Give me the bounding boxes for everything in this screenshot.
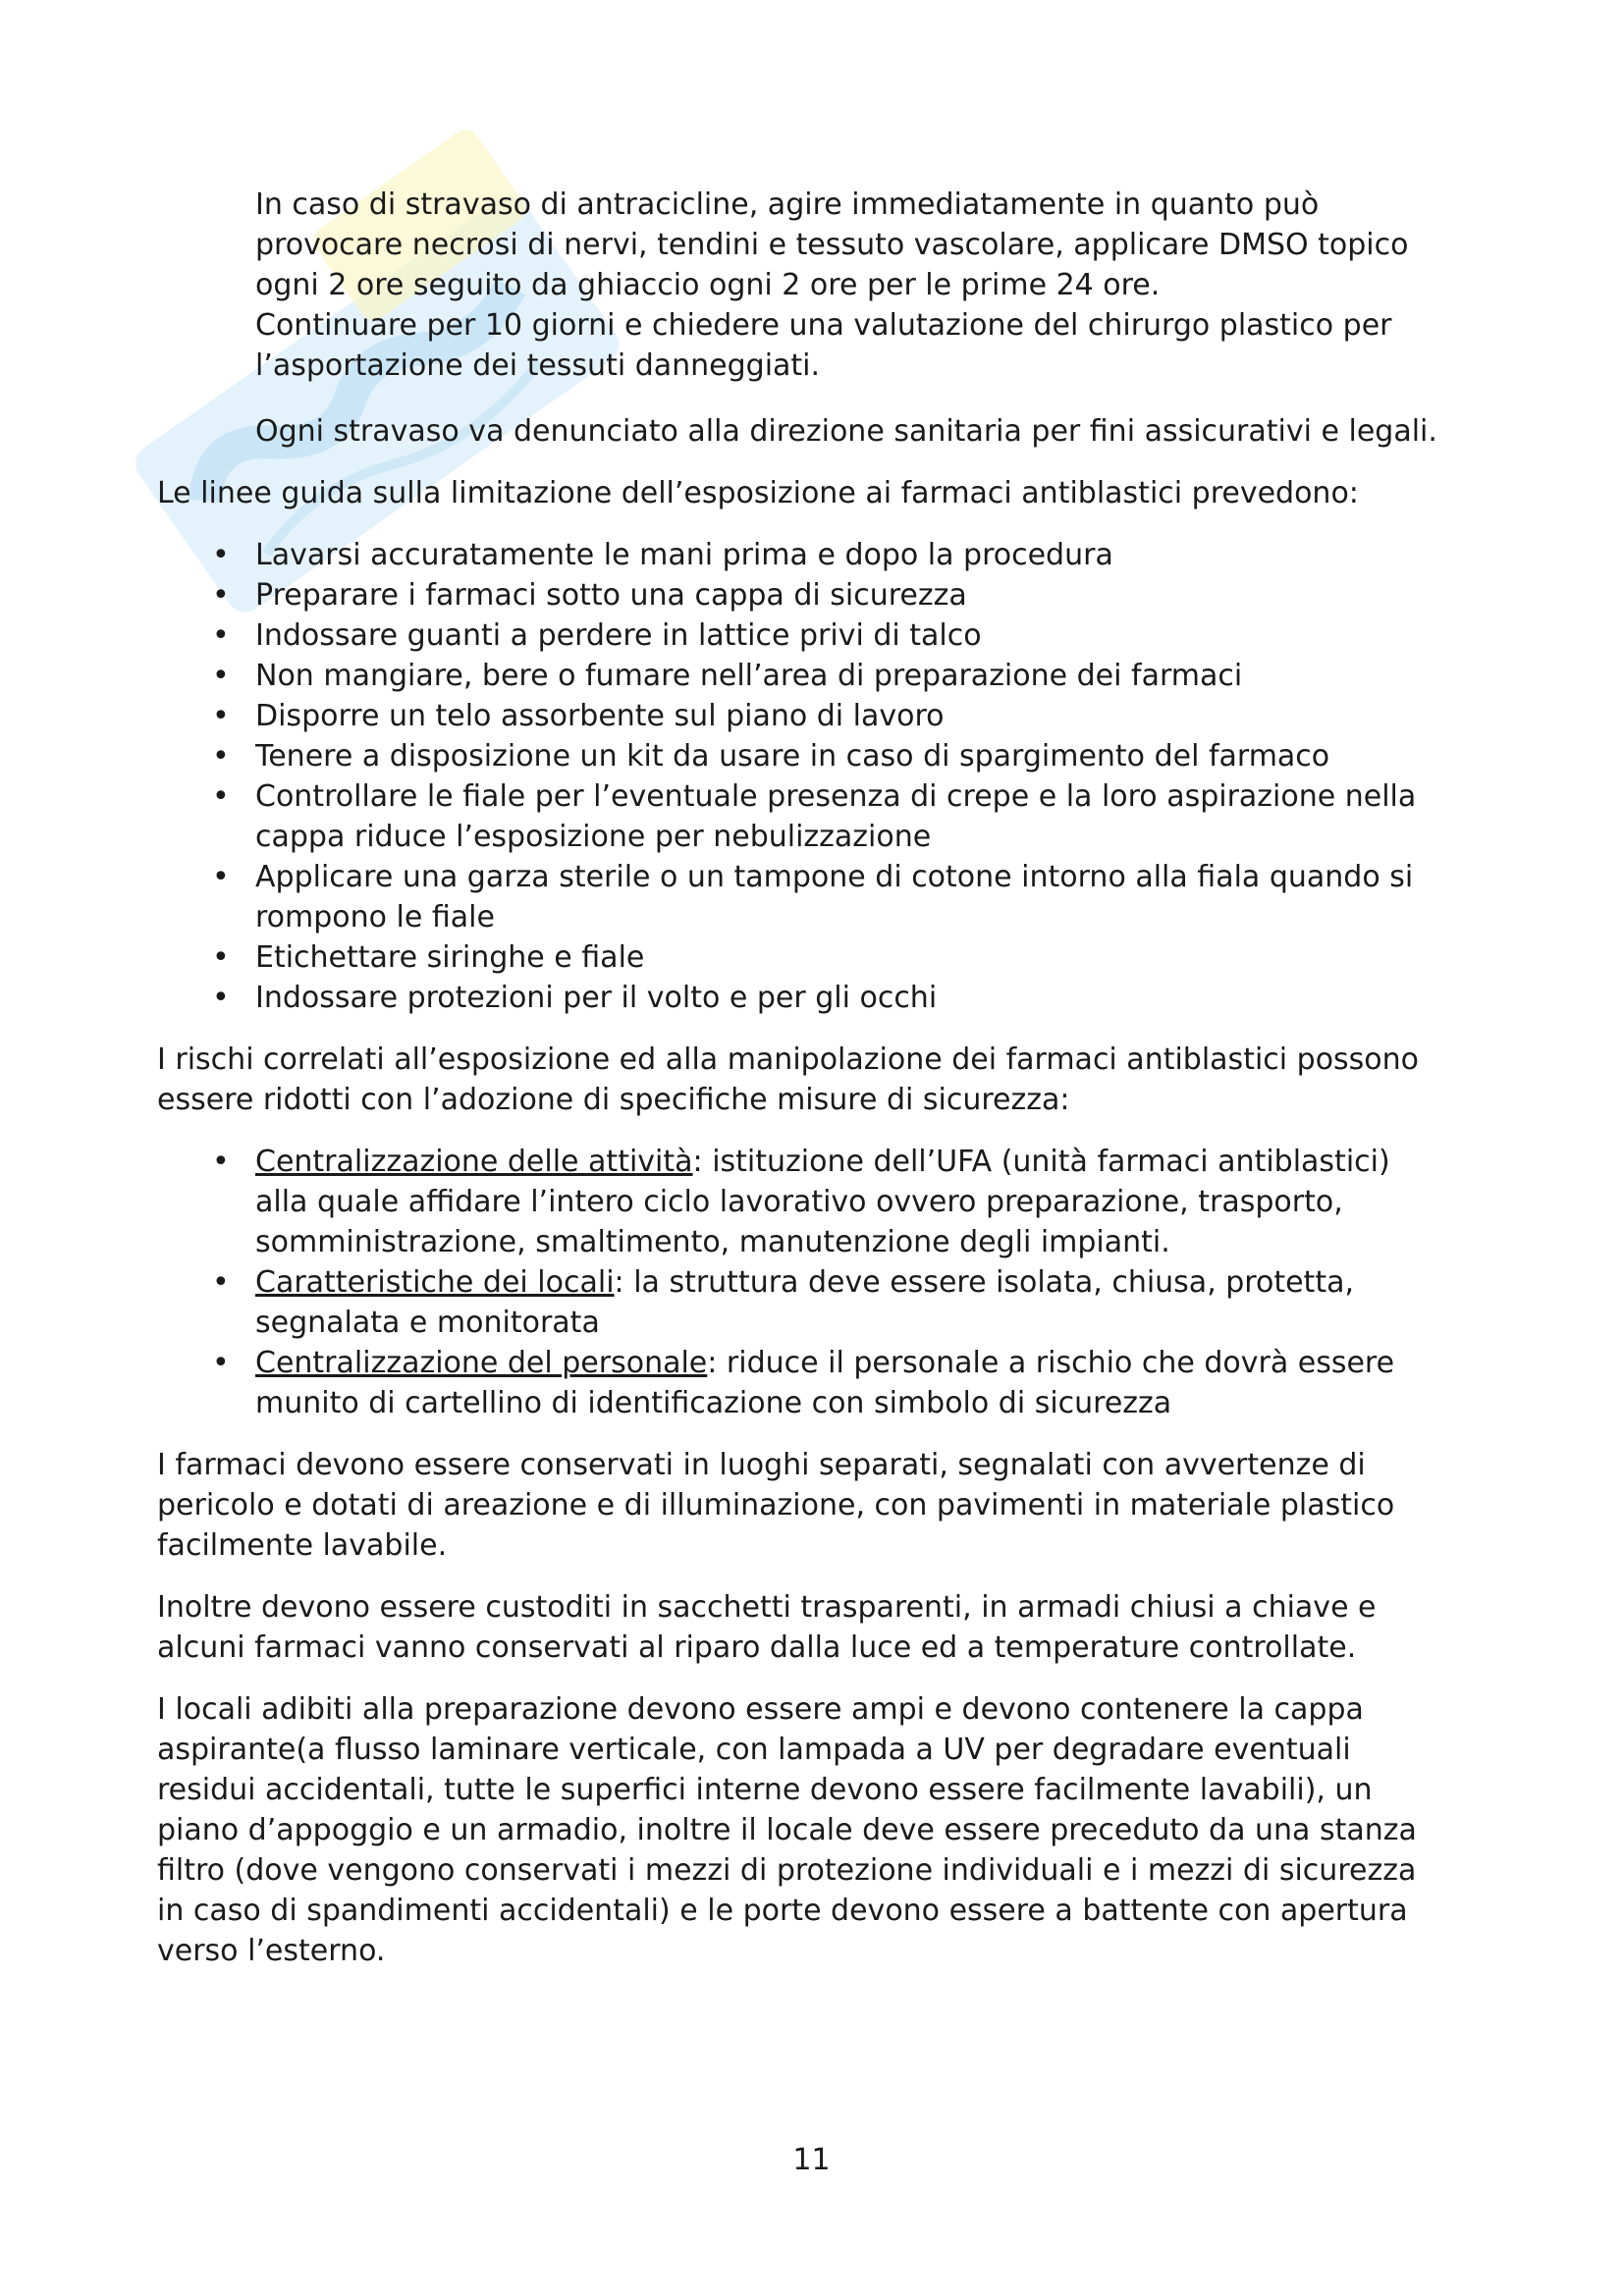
bullet-icon: • [212, 779, 230, 814]
intro-line: l’asportazione dei tessuti danneggiati. [255, 348, 821, 383]
measure-term: Centralizzazione del personale [255, 1346, 708, 1380]
bullet-icon: • [212, 981, 230, 1015]
bullet-icon: • [212, 1265, 230, 1300]
list-item: • Lavarsi accuratamente le mani prima e dopo la procedura [157, 535, 1478, 575]
safety-measures-list [157, 1142, 1478, 1423]
intro-line: ogni 2 ore seguito da ghiaccio ogni 2 ore per le prime 24 ore. [255, 268, 1161, 302]
bullet-icon: • [212, 1145, 230, 1179]
list-item: • Applicare una garza sterile o un tampone di cotone intorno alla fiala quando si rompono le fiale [157, 857, 1478, 937]
list-item: • Disporre un telo assorbente sul piano di lavoro [157, 696, 1478, 736]
intro-line: Continuare per 10 giorni e chiedere una valutazione del chirurgo plastico per [255, 308, 1392, 343]
bullet-icon: • [212, 578, 230, 613]
storage-paragraph: I farmaci devono essere conservati in luoghi separati, segnalati con avvertenze di pericolo e dotati di areazione e di illuminazione, con pavimenti in materiale plastico facilmente lavabile. [157, 1448, 1395, 1563]
intro-line: In caso di stravaso di antracicline, agire immediatamente in quanto può [255, 187, 1320, 222]
bullet-icon: • [212, 940, 230, 975]
list-item: • Controllare le fiale per l’eventuale presenza di crepe e la loro aspirazione nella cappa riduce l’esposizione per nebulizzazione [157, 776, 1478, 857]
measure-term: Centralizzazione delle attività [255, 1145, 693, 1179]
list-item: • Etichettare siringhe e fiale [157, 937, 1478, 978]
measure-term: Caratteristiche dei locali [255, 1265, 615, 1300]
bullet-icon: • [212, 860, 230, 894]
bullet-icon: • [212, 699, 230, 733]
bullet-icon: • [212, 659, 230, 693]
custody-paragraph: Inoltre devono essere custoditi in sacchetti trasparenti, in armadi chiusi a chiave e alcuni farmaci vanno conservati al riparo dalla luce ed a temperature controllate. [157, 1590, 1377, 1665]
rooms-paragraph: I locali adibiti alla preparazione devono essere ampi e devono contenere la cappa aspirante(a flusso laminare verticale, con lampada a UV per degradare eventuali residui accidentali, tutte le superfici interne devono essere facilmente lavabili), un piano d’appoggio e un armadio, inoltre il locale deve essere preceduto da una stanza filtro (dove vengono conservati i mezzi di protezione individuali e i mezzi di sicurezza in caso di spandimenti accidentali) e le porte devono essere a battente con apertura verso l’esterno. [157, 1692, 1417, 1968]
page-number: 11 [792, 2143, 831, 2177]
guidelines-list [157, 535, 1478, 1018]
list-item: • Centralizzazione delle attività: istituzione dell’UFA (unità farmaci antiblastici) alla quale affidare l’intero ciclo lavorativo ovvero preparazione, trasporto, somministrazione, smaltimento, manutenzione degli impianti. [157, 1142, 1478, 1262]
bullet-icon: • [212, 618, 230, 653]
notice-paragraph: Ogni stravaso va denunciato alla direzione sanitaria per fini assicurativi e legali. [255, 414, 1437, 449]
list-item: • Caratteristiche dei locali: la struttura deve essere isolata, chiusa, protetta, segnalata e monitorata [157, 1262, 1478, 1343]
intro-line: provocare necrosi di nervi, tendini e tessuto vascolare, applicare DMSO topico [255, 228, 1409, 262]
bullet-icon: • [212, 1346, 230, 1380]
list-item: • Indossare guanti a perdere in lattice privi di talco [157, 615, 1478, 656]
risks-paragraph: I rischi correlati all’esposizione ed alla manipolazione dei farmaci antiblastici possono essere ridotti con l’adozione di specifiche misure di sicurezza: [157, 1042, 1420, 1117]
list-item: • Tenere a disposizione un kit da usare in caso di spargimento del farmaco [157, 736, 1478, 776]
list-item: • Indossare protezioni per il volto e per gli occhi [157, 978, 1478, 1018]
guidelines-heading: Le linee guida sulla limitazione dell’esposizione ai farmaci antiblastici prevedono: [157, 476, 1359, 510]
list-item: • Non mangiare, bere o fumare nell’area di preparazione dei farmaci [157, 656, 1478, 696]
bullet-icon: • [212, 739, 230, 774]
document-body [157, 185, 1478, 1971]
list-item: • Preparare i farmaci sotto una cappa di sicurezza [157, 575, 1478, 615]
bullet-icon: • [212, 538, 230, 572]
intro-paragraph [255, 185, 1478, 386]
list-item: • Centralizzazione del personale: riduce il personale a rischio che dovrà essere munito di cartellino di identificazione con simbolo di sicurezza [157, 1343, 1478, 1423]
